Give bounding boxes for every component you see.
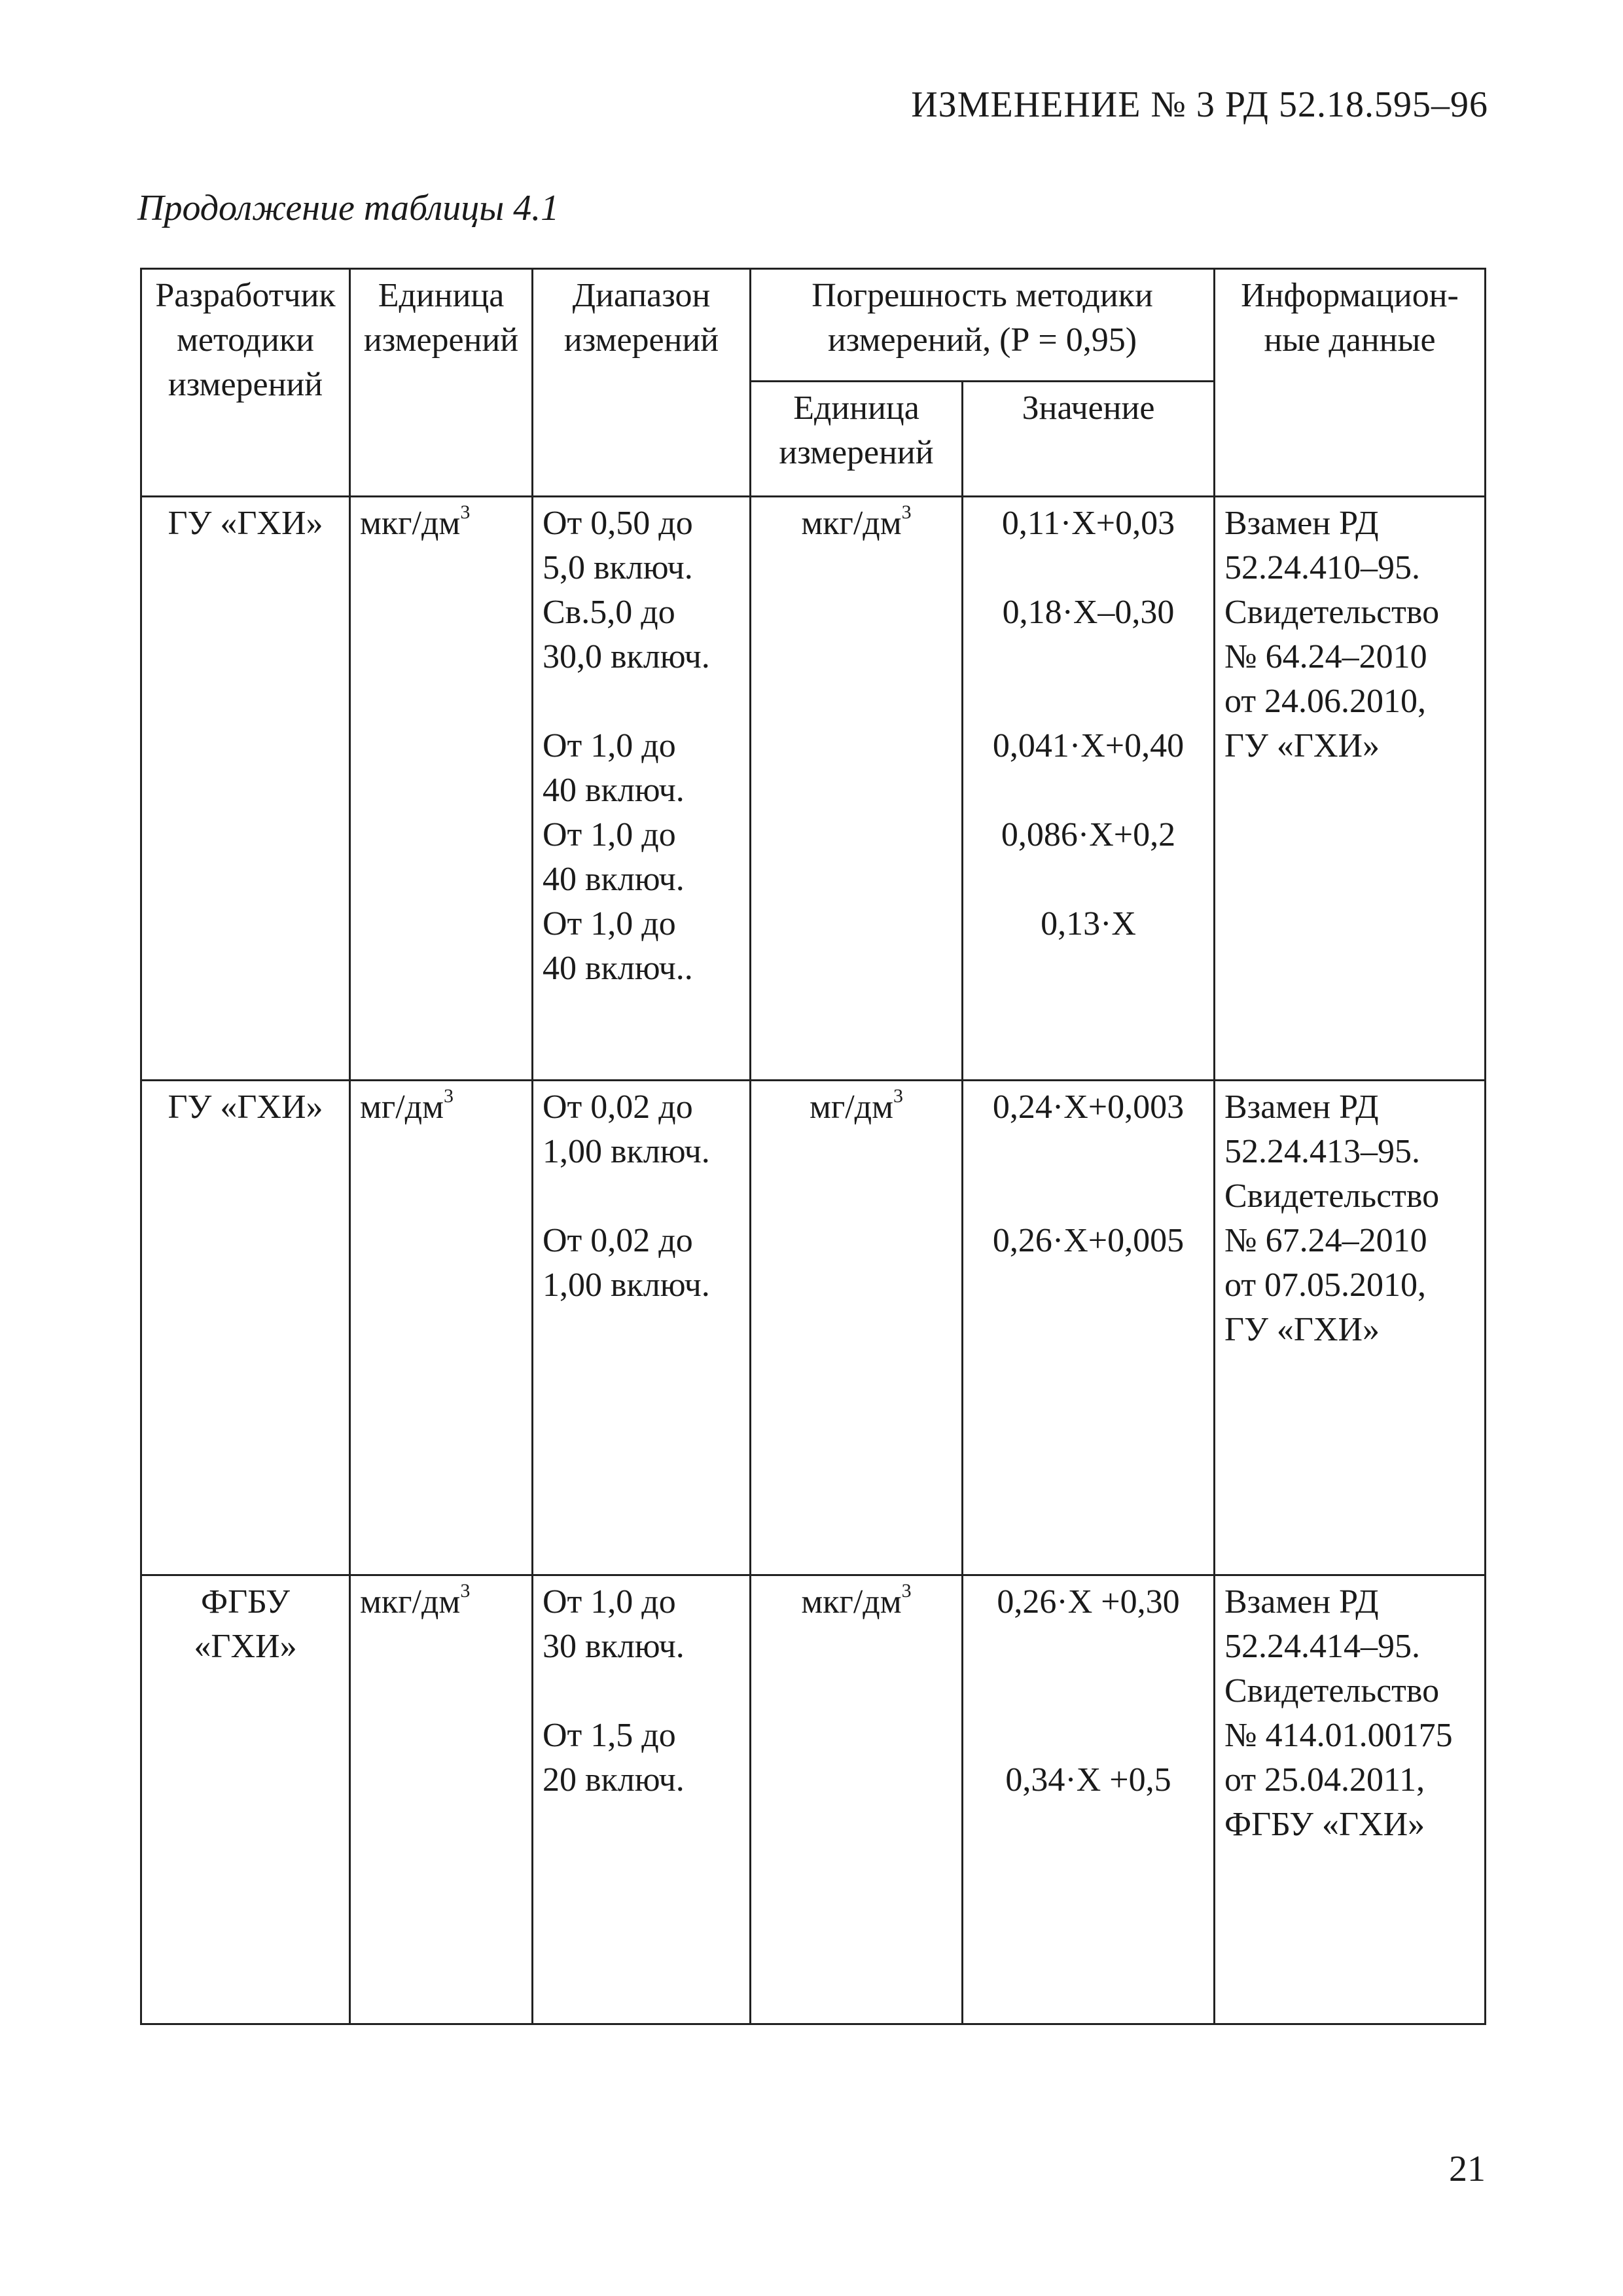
header-range: Диапазон измерений [533, 269, 751, 497]
error-value-cell-line [972, 546, 1204, 590]
range-cell-line: 30 включ. [543, 1628, 685, 1665]
info-cell-line: ГУ «ГХИ» [1224, 727, 1380, 764]
unit-cell-base: мг/дм [360, 1088, 444, 1126]
range-cell [533, 1081, 751, 1575]
error-unit-cell [751, 497, 963, 1081]
unit-cell [350, 1081, 533, 1575]
unit-cell-exponent: 3 [460, 1580, 471, 1602]
info-cell-line: 52.24.414–95. [1224, 1628, 1420, 1665]
error-unit-cell-exponent: 3 [901, 1580, 912, 1602]
table-continuation-title: Продолжение таблицы 4.1 [137, 188, 560, 228]
range-cell-line: 40 включ.. [543, 950, 693, 987]
info-cell-line: 52.24.410–95. [1224, 549, 1420, 586]
developer-cell [141, 497, 350, 1081]
range-cell-line: Св.5,0 до [543, 594, 675, 631]
developer-cell-line: ФГБУ [201, 1583, 290, 1621]
info-cell-line: от 25.04.2011, [1224, 1761, 1425, 1799]
error-unit-cell-base: мкг/дм [801, 505, 902, 542]
error-value-cell [963, 497, 1215, 1081]
page-number: 21 [1449, 2149, 1486, 2189]
developer-cell [141, 1081, 350, 1575]
info-cell-line: № 64.24–2010 [1224, 638, 1427, 675]
error-unit-cell-base: мкг/дм [801, 1583, 902, 1621]
error-value-cell-line: 0,18·Х–0,30 [1002, 594, 1175, 631]
document-header: ИЗМЕНЕНИЕ № 3 РД 52.18.595–96 [911, 84, 1488, 125]
error-unit-cell [751, 1575, 963, 2024]
info-cell-line: ФГБУ «ГХИ» [1224, 1806, 1425, 1843]
range-cell-line: От 1,0 до [543, 905, 676, 942]
range-cell-line: 20 включ. [543, 1761, 685, 1799]
table-row [141, 1081, 1486, 1575]
header-info: Информацион-ные данные [1215, 269, 1486, 497]
range-cell-line [543, 1669, 740, 1713]
info-cell [1215, 1081, 1486, 1575]
unit-cell-exponent: 3 [460, 501, 471, 523]
info-cell-line: № 67.24–2010 [1224, 1222, 1427, 1259]
info-cell-line: Взамен РД [1224, 1583, 1379, 1621]
error-value-cell-line: 0,26·Х+0,005 [992, 1222, 1185, 1259]
header-unit: Единица измерений [350, 269, 533, 497]
range-cell-line: От 0,02 до [543, 1088, 693, 1126]
range-cell-line: 1,00 включ. [543, 1266, 710, 1304]
header-developer: Разработчик методики измерений [141, 269, 350, 497]
developer-cell [141, 1575, 350, 2024]
info-cell-line: Взамен РД [1224, 505, 1379, 542]
info-cell-line: ГУ «ГХИ» [1224, 1311, 1380, 1348]
range-cell-line: От 1,5 до [543, 1717, 676, 1754]
range-cell-line: 30,0 включ. [543, 638, 710, 675]
header-error-unit: Единица измерений [751, 382, 963, 497]
error-value-cell-line [972, 635, 1204, 679]
unit-cell [350, 497, 533, 1081]
range-cell-line: От 1,0 до [543, 727, 676, 764]
unit-cell [350, 1575, 533, 2024]
range-cell-line: 40 включ. [543, 772, 685, 809]
range-cell-line: От 0,02 до [543, 1222, 693, 1259]
table-row [141, 497, 1486, 1081]
error-value-cell-line [972, 1130, 1204, 1174]
error-value-cell-line [972, 1713, 1204, 1758]
table-body [141, 497, 1486, 2024]
developer-cell-line: ГУ «ГХИ» [168, 1088, 323, 1126]
developer-cell-line: «ГХИ» [194, 1628, 297, 1665]
error-value-cell-line [972, 857, 1204, 902]
info-cell-line: Свидетельство [1224, 1672, 1440, 1710]
range-cell-line: От 1,0 до [543, 816, 676, 853]
info-cell [1215, 1575, 1486, 2024]
unit-cell-base: мкг/дм [360, 1583, 461, 1621]
error-value-cell-line: 0,13·Х [1041, 905, 1136, 942]
error-value-cell [963, 1081, 1215, 1575]
info-cell-line: Свидетельство [1224, 594, 1440, 631]
range-cell-line: От 0,50 до [543, 505, 693, 542]
error-value-cell-line: 0,34·Х +0,5 [1005, 1761, 1171, 1799]
error-value-cell-line [972, 1669, 1204, 1713]
info-cell-line: 52.24.413–95. [1224, 1133, 1420, 1170]
table-row [141, 1575, 1486, 2024]
error-unit-cell [751, 1081, 963, 1575]
developer-cell-line: ГУ «ГХИ» [168, 505, 323, 542]
range-cell-line: От 1,0 до [543, 1583, 676, 1621]
error-value-cell-line: 0,26·Х +0,30 [997, 1583, 1180, 1621]
range-cell-line: 40 включ. [543, 861, 685, 898]
header-error-value: Значение [963, 382, 1215, 497]
error-unit-cell-base: мг/дм [809, 1088, 894, 1126]
error-value-cell-line: 0,11·Х+0,03 [1001, 505, 1175, 542]
header-error: Погрешность методики измерений, (Р = 0,95) [751, 269, 1215, 382]
range-cell [533, 1575, 751, 2024]
unit-cell-base: мкг/дм [360, 505, 461, 542]
error-value-cell [963, 1575, 1215, 2024]
info-cell [1215, 497, 1486, 1081]
error-value-cell-line [972, 679, 1204, 724]
error-value-cell-line [972, 1174, 1204, 1219]
info-cell-line: от 24.06.2010, [1224, 683, 1427, 720]
error-unit-cell-exponent: 3 [893, 1085, 904, 1107]
error-value-cell-line: 0,24·Х+0,003 [992, 1088, 1185, 1126]
info-cell-line: № 414.01.00175 [1224, 1717, 1453, 1754]
methods-table [140, 268, 1486, 2025]
info-cell-line: Свидетельство [1224, 1177, 1440, 1215]
error-unit-cell-exponent: 3 [901, 501, 912, 523]
info-cell-line: Взамен РД [1224, 1088, 1379, 1126]
error-value-cell-line [972, 1624, 1204, 1669]
range-cell [533, 497, 751, 1081]
range-cell-line [543, 679, 740, 724]
range-cell-line [543, 1174, 740, 1219]
error-value-cell-line: 0,086·Х+0,2 [1001, 816, 1176, 853]
range-cell-line: 5,0 включ. [543, 549, 693, 586]
error-value-cell-line: 0,041·Х+0,40 [992, 727, 1185, 764]
unit-cell-exponent: 3 [444, 1085, 454, 1107]
error-value-cell-line [972, 768, 1204, 813]
range-cell-line: 1,00 включ. [543, 1133, 710, 1170]
info-cell-line: от 07.05.2010, [1224, 1266, 1427, 1304]
